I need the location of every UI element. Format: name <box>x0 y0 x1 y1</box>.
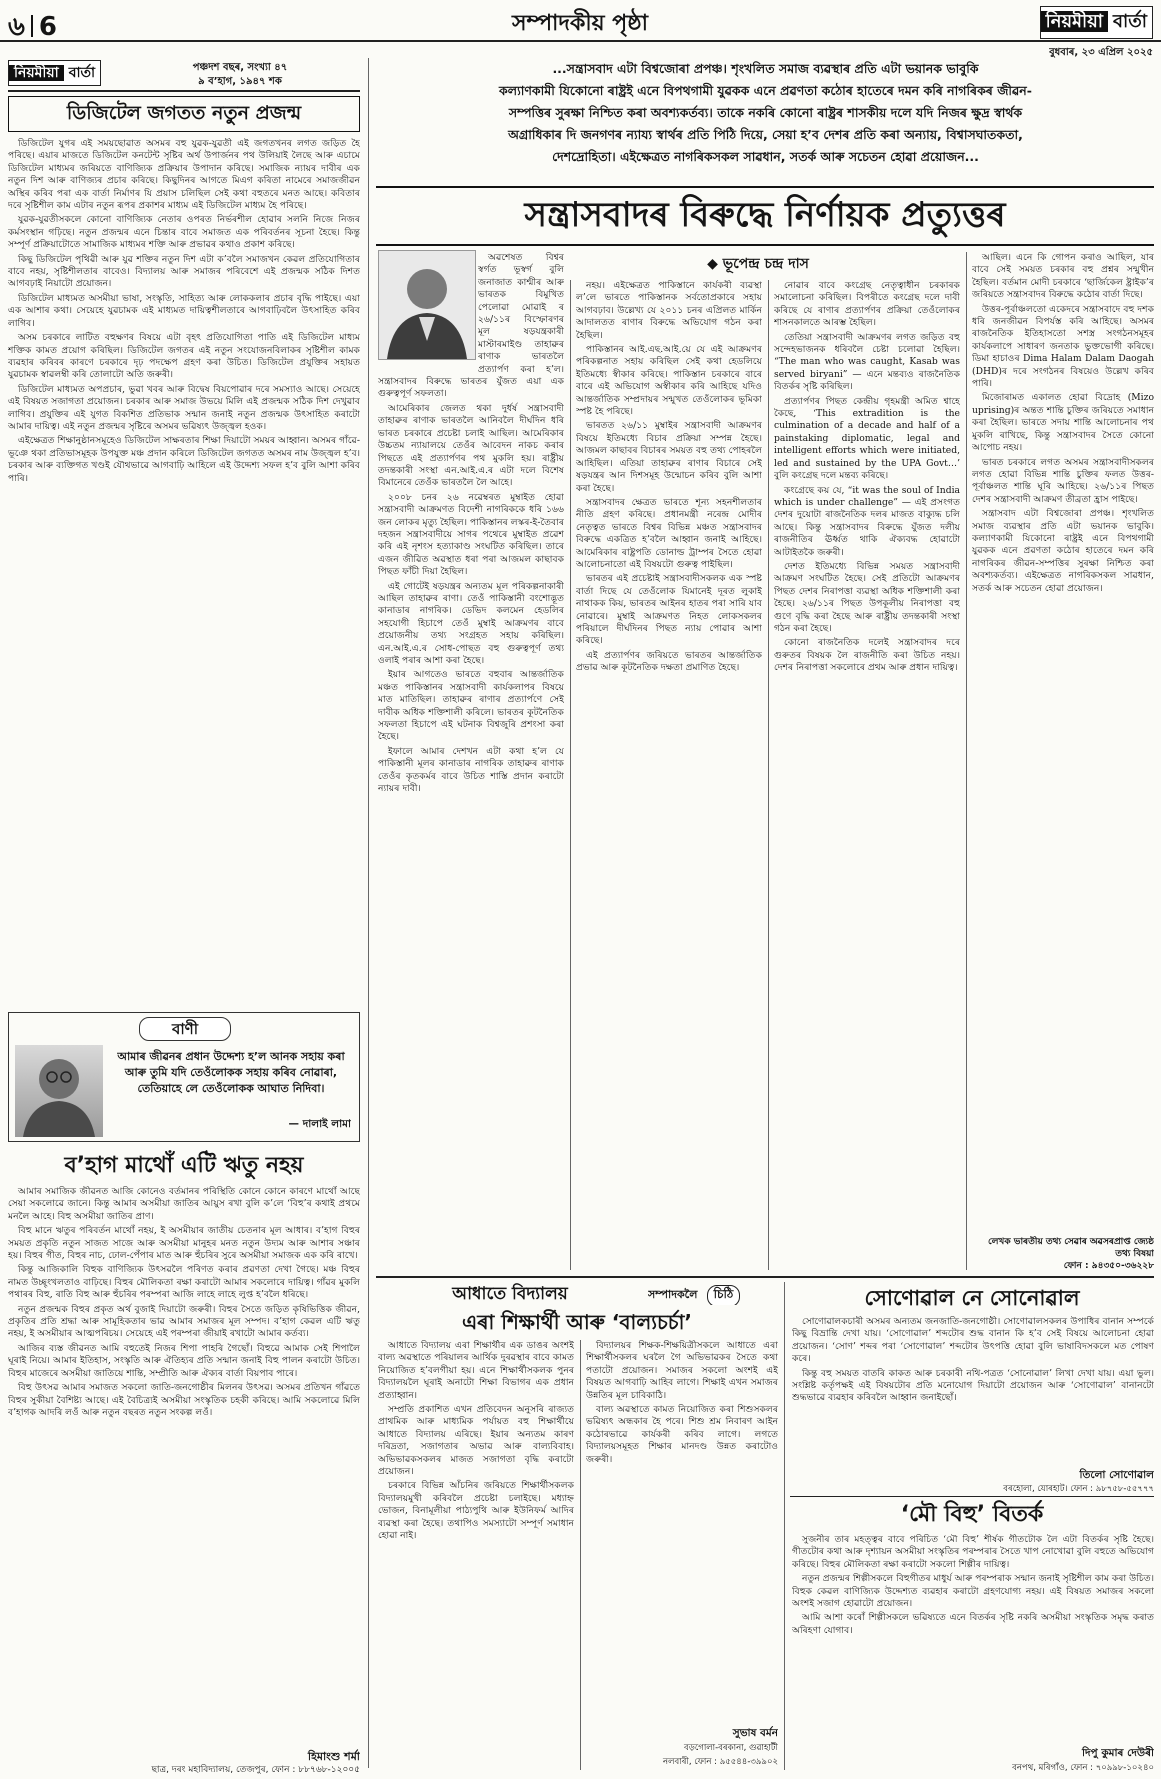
bohag-author-info: ছাত্ৰ, দৰং মহাবিদ্যালয়, তেজপুৰ, ফোন : ৮৮৭৬৮-১২০০৫ <box>151 1765 360 1775</box>
main-paragraph: অৱশেষত বিশ্বৰ স্বৰ্গত ভূস্বৰ্গ বুলি জনাজাত কাশ্মীৰ আৰু ভাৰতক বিমুখিত পেলোৱা মোৱাই ৰ ২৬/১১ৰ বিস্ফোৰণৰ মূল ষড়যন্ত্ৰকাৰী মাস্টাৰমাইণ্ড তাহাৱুৰ ৰাণাক ভাৰতলৈ প্ৰত্যাৰ্পণ কৰা হ’ল। সন্ত্ৰাসবাদৰ বিৰুদ্ধে ভাৰতৰ যুঁজত এয়া এক গুৰুত্বপূৰ্ণ সফলতা। <box>378 252 564 400</box>
letter2-title: সোণোৱাল নে সোনোৱাল <box>864 1286 1080 1310</box>
editorial-paragraph: অসম চৰকাৰে লাটিত বহুক্ষণৰ বিষয়ে এটা বৃহৎ প্ৰতিযোগিতা পাতি এই ডিজিটেল মাধ্যম শক্তিক কামত প্ৰয়োগ কৰিছিল। ডিজিটেল জগতৰ এই নতুন সংযোজনবিলাকৰ সৃষ্টিশীল কামক ব্যৱহাৰ কৰিবৰ কাৰণে চৰকাৰে দৃঢ় পদক্ষেপ গ্ৰহণ কৰা উচিত। ডিজিটেল প্ৰযুক্তিৰ সহায়ত যুৱচামক স্বাৱলম্বী কৰি তোলাটো অতি জৰুৰী। <box>8 332 360 381</box>
main-paragraph: কংগ্ৰেছে কয় যে, “it was the soul of India which is under challenge” — এই প্ৰসংগত দেশৰ দুয়োটা ৰাজনৈতিক দলৰ মাজত বাক্যুদ্ধ চলি আছে। কিন্তু সন্ত্ৰাসবাদৰ বিৰুদ্ধে যুঁজত দলীয় ৰাজনীতিৰ ঊৰ্ধ্বত থাকি ঐক্যবদ্ধ হোৱাটো আটাইতকৈ জৰুৰী। <box>774 484 960 558</box>
bohag-body <box>8 1186 360 1746</box>
main-paragraph: আমেৰিকাৰ জেলত থকা দুৰ্ধৰ্ষ সন্ত্ৰাসবাদী তাহাৱুৰ ৰাণাক ভাৰতলৈ আনিবলৈ দীৰ্ঘদিন ধৰি ভাৰত চৰকাৰে প্ৰচেষ্টা চলাই আছিল। আমেৰিকাৰ উচ্চতম ন্যায়ালয়ে তেওঁৰ আবেদন নাকচ কৰাৰ পিছতে এই প্ৰত্যাৰ্পণৰ পথ মুকলি হয়। ৰাষ্ট্ৰীয় তদন্তকাৰী সংস্থা এন.আই.এ.ৰ এটা দলে বিশেষ বিমানেৰে তেওঁক ভাৰতলৈ লৈ আহে। <box>378 402 564 489</box>
main-headline <box>376 186 1154 246</box>
vani-quote: আমাৰ জীৱনৰ প্ৰধান উদ্দেশ্য হ’ল আনক সহায় কৰা আৰু তুমি যদি তেওঁলোকক সহায় কৰিব নোৱাৰা, তেতিয়াহে লে তেওঁলোকক আঘাত নিদিবা। <box>117 1050 345 1095</box>
vani-box <box>8 1012 360 1142</box>
main-col-divider <box>570 280 571 1270</box>
bohag-paragraph: আমাৰ সমাজিক জীৱনত আজি কোনেও বৰ্তমানৰ পৰিস্থিতি কোনে কোনে কাৰণে মাথোঁ আছে সেয়া সকলোৱে জানে। কিন্তু আমাৰ অসমীয়া জাতিৰ আয়ুস ৰখা বুলি ক’লে ‘বিহু’ৰ কথাই প্ৰথমে মনলৈ আহে। বিহু অসমীয়া জাতিৰ প্ৰাণ। <box>8 1186 360 1222</box>
editorial-paragraph: ডিজিটেল মাধ্যমত অপপ্ৰচাৰ, ভুৱা খবৰ আৰু বিদ্বেষ বিয়পোৱাৰ দৰে সমস্যাও আছে। সেয়েহে এই বিষয়ত সজাগতা প্ৰয়োজন। চৰকাৰ আৰু সমাজ উভয়ে মিলি এই প্ৰজন্মক সঠিক দিশ দেখুৱাব লাগিব। প্ৰযুক্তিৰ এই যুগত বিকশিত প্ৰতিভাক সন্মান জনাই নতুন প্ৰজন্মক উৎসাহিত কৰাটো আমাৰ দায়িত্ব। এই নতুন প্ৰজন্মৰ সৃষ্টিৰে অসমৰ ভৱিষ্যৎ উজ্জ্বল হওক। <box>8 383 360 432</box>
letter1-author-info: বড়গোলা-বৰকানা, গুৱাহাটী <box>684 1743 778 1753</box>
main-paragraph: সন্ত্ৰাসবাদৰ ক্ষেত্ৰত ভাৰতে শূন্য সহনশীলতাৰ নীতি গ্ৰহণ কৰিছে। প্ৰধানমন্ত্ৰী নৰেন্দ্ৰ মোদীৰ নেতৃত্বত ভাৰতে বিশ্বৰ বিভিন্ন মঞ্চত সন্ত্ৰাসবাদৰ বিৰুদ্ধে একত্ৰিত হ’বলৈ আহ্বান জনাই আহিছে। আমেৰিকাৰ ৰাষ্ট্ৰপতি ডোনাল্ড ট্ৰাম্পৰ সৈতে হোৱা আলোচনাতো এই বিষয়টো গুৰুত্ব পাইছিল। <box>576 496 762 570</box>
letter2-author: তিলো সোণোৱাল <box>1079 1469 1154 1481</box>
main-paragraph: ভাৰতৰ এই প্ৰচেষ্টাই সন্ত্ৰাসবাদীসকলক এক স্পষ্ট বাৰ্তা দিছে যে তেওঁলোক যিমানেই দূৰত লুকাই নাথাকক কিয়, ভাৰতৰ আইনৰ হাতৰ পৰা সাৰি যাব নোৱাৰে। মুম্বাই আক্ৰমণত নিহত লোকসকলৰ পৰিয়ালে দীৰ্ঘদিনৰ পিছত ন্যায় পোৱাৰ আশা কৰিছে। <box>576 573 762 647</box>
bohag-paragraph: বিহু উৎসৱ আমাৰ সমাজত সকলো জাতি-জনগোষ্ঠীৰ মিলনৰ উৎসৱ। অসমৰ প্ৰতিখন গাঁৱতে বিহুৰ সুকীয়া বৈশিষ্ট্য আছে। এই বৈচিত্ৰ্যই অসমীয়া সংস্কৃতিক চহকী কৰিছে। আমি সকলোৱে মিলি ব’হাগক আদৰি লওঁ আৰু নতুন বছৰত নতুন সংকল্প লওঁ। <box>8 1382 360 1418</box>
letter1-author: সুভাষ বৰ্মন <box>732 1727 778 1739</box>
masthead-logo-right: বাৰ্তা <box>68 65 96 81</box>
letter3-paragraph: নতুন প্ৰজন্মৰ শিল্পীসকলে বিহুগীতৰ মাধুৰ্য আৰু পৰম্পৰাক সন্মান জনাই সৃষ্টিশীল কাম কৰা উচিত। বিহুক কেৱল বাণিজ্যিক উদ্দেশ্যত ব্যৱহাৰ কৰাটো গ্ৰহণযোগ্য নহয়। এই বিষয়ত সমাজৰ সকলো অংশই সজাগ হোৱাটো প্ৰয়োজন। <box>792 1573 1154 1610</box>
main-paragraph: এই গোটেই ষড়যন্ত্ৰৰ অন্যতম মূল পৰিকল্পনাকাৰী আছিল তাহাৱুৰ ৰাণা। তেওঁ পাকিস্তানী বংশোদ্ভূত কানাডাৰ নাগৰিক। ডেভিদ কলমেন হেডলিৰ সহযোগী হিচাপে তেওঁ মুম্বাই আক্ৰমণৰ বাবে প্ৰয়োজনীয় তথ্য সংগ্ৰহত সহায় কৰিছিল। এন.আই.এ.ৰ সোধ-পোছত বহু গুৰুত্বপূৰ্ণ তথ্য ওলাই পৰাৰ আশা কৰা হৈছে। <box>378 580 564 666</box>
letter3-author-info: বনপথ, মৰিগাঁও, ফোন : ৭০৯৯৮-১০২৪০ <box>1012 1763 1154 1773</box>
main-col-3 <box>774 280 960 1270</box>
main-byline <box>578 252 938 276</box>
author-note: লেখক ভাৰতীয় তথ্য সেৱাৰ অৱসৰপ্ৰাপ্ত জ্যেষ্ঠ তথ্য বিষয়া <box>988 1237 1154 1259</box>
letter1-paragraph: চৰকাৰে বিভিন্ন আঁচনিৰ জৰিয়তে শিক্ষাৰ্থীসকলক বিদ্যালয়মুখী কৰিবলৈ প্ৰচেষ্টা চলাইছে। মধ্যাহ্ন ভোজন, বিনামূলীয়া পাঠ্যপুথি আৰু ইউনিফৰ্ম আদিৰ ব্যৱস্থা কৰা হৈছে। তথাপিও সমস্যাটো সম্পূৰ্ণ সমাধান হোৱা নাই। <box>378 1480 574 1542</box>
bohag-author: হিমাংশু শৰ্মা <box>307 1750 360 1763</box>
letter3-author: দিপু কুমাৰ দেউৰী <box>1082 1747 1154 1759</box>
main-col-4 <box>972 252 1154 1232</box>
vani-author: — দালাই লামা <box>288 1118 351 1130</box>
column-divider <box>368 58 369 1768</box>
main-paragraph: নহয়। এইক্ষেত্ৰত পাকিস্তানে কাৰ্যকৰী ব্যৱস্থা ল’লে ভাৰতে পাকিস্তানক সৰ্বতোপ্ৰকাৰে সহায় আগবঢ়াব। উল্লেখ্য যে ২০১১ চনৰ এপ্ৰিলত মাৰ্কিন আদালতত ৰাণাৰ বিৰুদ্ধে অভিযোগ গঠন কৰা হৈছিল। <box>576 280 762 341</box>
dalai-lama-portrait <box>15 1045 103 1137</box>
letter1-paragraph: বাল্য অৱস্থাতে কামত নিয়োজিত কৰা শিশুসকলৰ ভৱিষ্যৎ অন্ধকাৰ হৈ পৰে। শিশু শ্ৰম নিবাৰণ আইন কঠোৰভাৱে কাৰ্যকৰী কৰিব লাগে। লগতে বিদ্যালয়সমূহত শিক্ষাৰ মানদণ্ড উন্নত কৰাটোও জৰুৰী। <box>586 1404 778 1465</box>
letter1-paragraph: সম্প্ৰতি প্ৰকাশিত এখন প্ৰতিবেদন অনুসৰি ৰাজ্যত প্ৰাথমিক আৰু মাধ্যমিক পৰ্যায়ত বহু শিক্ষাৰ্থীয়ে আধাতে বিদ্যালয় এৰিছে। ইয়াৰ অন্যতম কাৰণ দৰিদ্ৰতা, সজাগতাৰ অভাৱ আৰু বাল্যবিবাহ। অভিভাৱকসকলৰ মাজত সজাগতা বৃদ্ধি কৰাটো প্ৰয়োজন। <box>378 1404 574 1478</box>
section-title: সম্পাদকীয় পৃষ্ঠা <box>512 11 648 36</box>
bohag-paragraph: বিহু মানে ঋতুৰ পৰিবৰ্তন মাথোঁ নহয়, ই অসমীয়াৰ জাতীয় চেতনাৰ মূল আধাৰ। ব’হাগ বিহুৰ সময়ত প্ৰকৃতি নতুন সাজত সাজে আৰু অসমীয়া মানুহৰ মনত নতুন উদ্যম আৰু আশাৰ সঞ্চাৰ হয়। বিহুৰ গীত, বিহুৰ নাচ, ঢোল-পেঁপাৰ মাত আৰু হুঁচৰিৰ সুৰে অসমীয়া সমাজক এক কৰি ৰাখে। <box>8 1225 360 1262</box>
main-col-2 <box>576 280 762 1270</box>
main-paragraph: ২০০৮ চনৰ ২৬ নৱেম্বৰত মুম্বাইত হোৱা সন্ত্ৰাসবাদী আক্ৰমণত বিদেশী নাগৰিককে ধৰি ১৬৬ জন লোকৰ মৃত্যু হৈছিল। পাকিস্তানৰ লস্কৰ-ই-তৈবাৰ দহজন সন্ত্ৰাসবাদীয়ে সাগৰ পথেৰে মুম্বাইত প্ৰৱেশ কৰি এই নৃশংস হত্যাকাণ্ড সংঘটিত কৰিছিল। তাৰে এজন জীৱিত অৱস্থাত ধৰা পৰা আজমল কাছাবক পিছত ফাঁচী দিয়া হৈছিল। <box>378 491 564 578</box>
header-date: বুধবাৰ, ২৩ এপ্ৰিল ২০২৫ <box>1049 47 1153 58</box>
vani-title: বাণী <box>139 1017 231 1041</box>
letters-rule <box>376 1276 1154 1278</box>
letter2-body <box>792 1316 1154 1462</box>
quote-line-3: সম্পত্তিৰ সুৰক্ষা নিশ্চিত কৰা অবশ্যকৰ্তব্য। তাকে নকৰি কোনো ৰাষ্ট্ৰৰ শাসকীয় দলে যদি নিজৰ ক্ষুদ্ৰ স্বাৰ্থক <box>508 105 1023 120</box>
masthead-logo-left: নিয়মীয়া <box>9 65 64 81</box>
logo-part-left: নিয়মীয়া <box>1041 11 1108 32</box>
bohag-paragraph: নতুন প্ৰজন্মক বিহুৰ প্ৰকৃত অৰ্থ বুজাই দিয়াটো জৰুৰী। বিহুৰ সৈতে জড়িত কৃষিভিত্তিক জীৱন, প্ৰকৃতিৰ প্ৰতি শ্ৰদ্ধা আৰু সামূহিকতাৰ ভাৱ আমাৰ সমাজৰ মূল সম্পদ। ব’হাগ কেৱল এটি ঋতু নহয়, ই অসমীয়াৰ আত্মপৰিচয়। সেয়েহে এই পৰম্পৰা জীয়াই ৰখাটো আমাৰ কৰ্তব্য। <box>8 1303 360 1340</box>
letter1-title-1: আধাতে বিদ্যালয় <box>452 1284 568 1304</box>
letter3-paragraph: আমি আশা কৰোঁ শিল্পীসকলে ভৱিষ্যতে এনে বিতৰ্কৰ সৃষ্টি নকৰি অসমীয়া সংস্কৃতিক সমৃদ্ধ কৰাত অৰিহণা যোগাব। <box>792 1612 1154 1636</box>
letter3-body <box>792 1534 1154 1742</box>
editorial-paragraph: ডিজিটেল মাধ্যমত অসমীয়া ভাষা, সংস্কৃতি, সাহিত্য আৰু লোককলাৰ প্ৰচাৰ বৃদ্ধি পাইছে। এয়া এক আশাৰ কথা। সেয়েহে যুৱচামক এই মাধ্যমত দায়িত্বশীলতাৰে আগবাঢ়িবলৈ উৎসাহিত কৰিব লাগিব। <box>8 292 360 329</box>
page-number-en: 6 <box>38 12 57 40</box>
main-paragraph: এই প্ৰত্যাৰ্পণৰ জৰিয়তে ভাৰতৰ আন্তৰ্জাতিক প্ৰভাৱ আৰু কূটনৈতিক দক্ষতা প্ৰমাণিত হৈছে। <box>576 649 762 674</box>
letter2-author-info: বৰহোলা, যোৰহাট। ফোন : ৯৮৭৫৮-৫৫৭৭৭ <box>1003 1484 1154 1494</box>
header-rule <box>0 40 1161 42</box>
letter-col-divider <box>580 1340 581 1770</box>
letter2-rule <box>790 1496 1154 1497</box>
quote-box <box>378 58 1153 178</box>
quote-line-2: কল্যাণকামী যিকোনো ৰাষ্ট্ৰই এনে বিপথগামী যুৱকক এনে প্ৰৱণতা কঠোৰ হাতেৰে দমন কৰি নাগৰিকৰ জীৱন- <box>499 83 1032 98</box>
letter3-title: ‘মৌ বিহু’ বিতৰ্ক <box>900 1502 1044 1527</box>
main-col-divider <box>966 252 967 1270</box>
main-paragraph: নোৱাৰ বাবে কংগ্ৰেছ নেতৃত্বাধীন চৰকাৰক সমালোচনা কৰিছিল। বিপৰীতে কংগ্ৰেছ দলে দাবী কৰিছে যে ৰাণাৰ প্ৰত্যাৰ্পণৰ প্ৰক্ৰিয়া তেওঁলোকৰ শাসনকালতে আৰম্ভ হৈছিল। <box>774 280 960 329</box>
main-paragraph: আছিল। এনে কি গোপন কৰাও আছিল, যাৰ বাবে সেই সময়ত চৰকাৰ বহু প্ৰশ্নৰ সন্মুখীন হৈছিল। বৰ্তমান মোদী চৰকাৰে ‘ছাৰ্জিকেল ষ্ট্ৰাইক’ৰ জৰিয়তে সন্ত্ৰাসবাদৰ বিৰুদ্ধে কঠোৰ বাৰ্তা দিছে। <box>972 252 1154 301</box>
page-number <box>8 6 57 40</box>
main-headline-text: সন্ত্ৰাসবাদৰ বিৰুদ্ধে নিৰ্ণায়ক প্ৰত্যুত্তৰ <box>524 195 1006 235</box>
page-number-as: ৬ <box>8 12 25 40</box>
main-paragraph: কোনো ৰাজনৈতিক দলেই সন্ত্ৰাসবাদৰ দৰে গুৰুতৰ বিষয়ক লৈ ৰাজনীতি কৰা উচিত নহয়। দেশৰ নিৰাপত্তা সকলোৰে প্ৰথম আৰু প্ৰধান দায়িত্ব। <box>774 637 960 674</box>
masthead-date: ৯ ব’হাগ, ১৯৪৭ শক <box>198 76 282 87</box>
quote-line-4: অগ্ৰাধিকাৰ দি জনগণৰ ন্যায্য স্বাৰ্থৰ প্ৰতি পিঠি দিয়ে, সেয়া হ’ব দেশৰ প্ৰতি কৰা অন্যায়, বিশ্বাসঘাতকতা, <box>508 127 1023 142</box>
letter2-paragraph: সোণোৱালকচাৰী অসমৰ অন্যতম জনজাতি-জনগোষ্ঠী। সোণোৱালসকলৰ উপাধিৰ বানান সম্পৰ্কে কিছু বিভ্ৰান্তি দেখা যায়। ‘সোণোৱাল’ শব্দটোৰ শুদ্ধ বানান কি হ’ব সেই বিষয়ে আলোচনা হোৱা প্ৰয়োজন। ‘সোণ’ শব্দৰ পৰা ‘সোণোৱাল’ শব্দটোৰ উৎপত্তি হোৱা বুলি ভাষাবিদসকলে মত পোষণ কৰে। <box>792 1316 1154 1365</box>
main-paragraph: সন্ত্ৰাসবাদ এটা বিশ্বজোৰা প্ৰপঞ্চ। শৃংখলিত সমাজ ব্যৱস্থাৰ প্ৰতি এটা ভয়ানক ভাবুকি। কল্যাণকামী যিকোনো ৰাষ্ট্ৰই এনে বিপথগামী যুৱকক এনে প্ৰৱণতা কঠোৰ হাতেৰে দমন কৰি নাগৰিকৰ জীৱন-সম্পত্তিৰ সুৰক্ষা নিশ্চিত কৰা অবশ্যকৰ্তব্য। এইক্ষেত্ৰত নাগৰিকসকল সাৱধান, সতৰ্ক আৰু সচেতন হোৱা প্ৰয়োজন। <box>972 508 1154 594</box>
main-paragraph: ভাৰত চৰকাৰে লগত অসমৰ সন্ত্ৰাসবাদীসকলৰ লগত হোৱা বিভিন্ন শান্তি চুক্তিৰ ফলত উত্তৰ-পূৰ্বাঞ্চলত শান্তি ঘূৰি আহিছে। ২৬/১১ৰ পিছত দেশৰ সন্ত্ৰাসবাদী আক্ৰমণ তীব্ৰতা হ্ৰাস পাইছে। <box>972 456 1154 505</box>
page-header <box>0 0 1161 40</box>
header-logo <box>1040 6 1153 39</box>
editorial-title <box>8 96 360 132</box>
bohag-title: ব’হাগ মাথোঁ এটি ঋতু নহয় <box>64 1153 304 1178</box>
main-paragraph: ভাৰতত ২৬/১১ মুম্বাইৰ সন্ত্ৰাসবাদী আক্ৰমণৰ বিষয়ে ইতিমধ্যে বিচাৰ প্ৰক্ৰিয়া সম্পন্ন হৈছে। আজমল কাছাবৰ বিচাৰৰ সময়ত বহু তথ্য পোহৰলৈ আহিছিল। এতিয়া তাহাৱুৰ ৰাণাৰ বিচাৰে সেই ষড়যন্ত্ৰৰ আন দিশসমূহ উন্মোচন কৰিব বুলি আশা কৰা হৈছে। <box>576 420 762 494</box>
letter1-paragraph: আধাতে বিদ্যালয় এৰা শিক্ষাৰ্থীৰ এক ডাঙৰ অংশই বাল্য অৱস্থাতে পৰিয়ালৰ আৰ্থিক দুৰৱস্থাৰ বাবে কামত নিয়োজিত হ’বলগীয়া হয়। এনে শিক্ষাৰ্থীসকলক পুনৰ বিদ্যালয়লৈ ঘূৰাই অনাটো শিক্ষা বিভাগৰ এক প্ৰধান প্ৰত্যাহ্বান। <box>378 1340 574 1401</box>
main-paragraph: মিজোৰামত একালত হোৱা বিদ্ৰোহ (Mizo uprising)ৰ অন্তত শান্তি চুক্তিৰ জৰিয়তে সমাধান কৰা হৈছিল। ভাৰতে সদায় শান্তি আলোচনাৰ পথ মুকলি ৰাখিছে, কিন্তু সন্ত্ৰাসবাদৰ সৈতে কোনো আপোচ নহয়। <box>972 392 1154 454</box>
letter1-body-b <box>586 1340 778 1720</box>
editorial-title-text: ডিজিটেল জগতত নতুন প্ৰজন্ম <box>66 102 302 124</box>
main-paragraph: উত্তৰ-পূৰ্বাঞ্চলতো একেদৰে সন্ত্ৰাসবাদে বহু দশক ধৰি জনজীৱন বিপৰ্যস্ত কৰি আহিছে। অসমৰ ৰাজনৈতিক ইতিহাসতো সশস্ত্ৰ সংগঠনসমূহৰ কাৰ্যকলাপে সাধাৰণ জনতাক ভুক্তভোগী কৰিছে। ডিমা হাচাওৰ Dima Halam Dalam Daogah (DHD)ৰ দৰে সংগঠনৰ বিষয়েও উল্লেখ কৰিব পাৰি। <box>972 303 1154 390</box>
editorial-paragraph: এইক্ষেত্ৰত শিক্ষানুষ্ঠানসমূহেও ডিজিটেল সাক্ষৰতাৰ শিক্ষা দিয়াটো সময়ৰ আহ্বান। অসমৰ গাঁৱে-ভূঞে থকা প্ৰতিভাসমূহক উপযুক্ত মঞ্চ প্ৰদান কৰিলে ডিজিটেল জগতত অসমৰ নাম উজ্জ্বল হ’ব। চৰকাৰ আৰু ব্যক্তিগত খণ্ডই যৌথভাৱে আগবাঢ়ি আহিলে এই উদ্দেশ্য সফল হ’ব বুলি আশা কৰিব পাৰি। <box>8 435 360 484</box>
masthead-logo <box>8 60 101 86</box>
letter-col-divider <box>784 1282 785 1770</box>
editorial-paragraph: ডিজিটেল যুগৰ এই সময়ছোৱাত অসমৰ বহু যুৱক-যুৱতী এই জগতখনৰ লগত জড়িত হৈ পৰিছে। এয়াৰ মাজতে ডিজিটেল কনটেন্ট সৃষ্টিৰ অৰ্থ উপাৰ্জনৰ পথ উলিয়াই লৈছে আৰু এচামে ডিজিটেল মাধ্যমৰ জৰিয়তে বাণিজ্যিক প্ৰক্ৰিয়াৰ উপাদান কৰিছে। সমাজিক ন্যায়ৰ দাবীৰ এক নতুন দিশ আৰু বাণিজ্যৰ প্ৰচাৰ কৰিছে। কিছুদিনৰ আগতে মিএগ কৰিতা নামেৰে সমাজজীৱন অস্থিৰ কৰিব পৰা এক বাৰ্তা নিৰ্মাণৰ যি প্ৰয়াস চলিছিল সেই কথা বহুতৰে মনত আছে। কবিতাৰ দৰে সৃষ্টিশীল কাম এটাৰ নতুন ৰূপৰ প্ৰকাশৰ মাধ্যম এই ডিজিটেল মাধ্যম হৈ পৰিছে। <box>8 138 360 212</box>
letters-header: সম্পাদকলৈ <box>648 1288 698 1301</box>
main-paragraph: দেশত ইতিমধ্যে বিভিন্ন সময়ত সন্ত্ৰাসবাদী আক্ৰমণ সংঘটিত হৈছে। সেই প্ৰতিটো আক্ৰমণৰ পিছত দেশৰ নিৰাপত্তা ব্যৱস্থা অধিক শক্তিশালী কৰা হৈছে। ২৬/১১ৰ পিছত উপকূলীয় নিৰাপত্তা বহু গুণে বৃদ্ধি কৰা হৈছে আৰু ৰাষ্ট্ৰীয় তদন্তকাৰী সংস্থা গঠন কৰা হৈছে। <box>774 560 960 634</box>
bohag-paragraph: আজিৰ ব্যস্ত জীৱনত আমি বহুতেই নিজৰ শিপা পাহৰি গৈছোঁ। বিহুৱে আমাক সেই শিপালৈ ঘূৰাই নিয়ে। আমাৰ ইতিহাস, সংস্কৃতি আৰু ঐতিহ্যৰ প্ৰতি সন্মান জনাই বিহু পালন কৰাটো উচিত। বিহুৰ মাজেৰে অসমীয়া জাতিয়ে শান্তি, সম্প্ৰীতি আৰু ঐক্যৰ বাৰ্তা বিয়পাব পাৰে। <box>8 1342 360 1379</box>
letter1-paragraph: বিদ্যালয়ৰ শিক্ষক-শিক্ষয়িত্ৰীসকলে আধাতে এৰা শিক্ষাৰ্থীসকলৰ ঘৰলৈ গৈ অভিভাৱকৰ সৈতে কথা পতাটো প্ৰয়োজন। সমাজৰ সকলো অংশই এই বিষয়ত আগবাঢ়ি আহিব লাগে। শিক্ষাই এখন সমাজৰ উন্নতিৰ মূল চাবিকাঠি। <box>586 1340 778 1401</box>
letter1-body-a <box>378 1340 574 1748</box>
logo-part-right: বাৰ্তা <box>1113 11 1147 32</box>
main-paragraph: ইফালে আমাৰ দেশখন এটা কথা হ’ল যে পাকিস্তানী মূলৰ কানাডাৰ নাগৰিক তাহাৱুৰ ৰাণাক তেওঁৰ কৃতকৰ্মৰ বাবে উচিত শাস্তি প্ৰদান কৰাটো ন্যায়ৰ দাবী। <box>378 745 564 795</box>
masthead-rule <box>8 90 360 92</box>
quote-line-1: ...সন্ত্ৰাসবাদ এটা বিশ্বজোৰা প্ৰপঞ্চ। শৃংখলিত সমাজ ব্যৱস্থাৰ প্ৰতি এটা ভয়ানক ভাবুকি <box>552 61 979 76</box>
main-paragraph: ইয়াৰ আগতেও ভাৰতে বহুবাৰ আন্তৰ্জাতিক মঞ্চত পাকিস্তানৰ সন্ত্ৰাসবাদী কাৰ্যকলাপৰ বিষয়ে মাত মাতিছিল। তাহাৱুৰ ৰাণাৰ প্ৰত্যাৰ্পণে সেই দাবীক অধিক শক্তিশালী কৰিলে। ভাৰতৰ কূটনৈতিক সফলতা হিচাপে এই ঘটনাক বিশ্বজুৰি প্ৰশংসা কৰা হৈছে। <box>378 669 564 743</box>
main-author: ভূপেন্দ্ৰ চন্দ্ৰ দাস <box>722 256 809 272</box>
letter1-author-info-2: নলবাৰী, ফোন : ৯৫৫৪৪-৩৯৯০২ <box>663 1757 778 1767</box>
byline-icon: ◆ <box>707 256 723 272</box>
quote-line-5: দেশদ্ৰোহিতা। এইক্ষেত্ৰত নাগৰিকসকল সাৱধান, সতৰ্ক আৰু সচেতন হোৱা প্ৰয়োজন... <box>552 149 979 164</box>
author-phone: ফোন : ৯৪৩৫০-৩৬২২৮ <box>1063 1261 1154 1271</box>
main-paragraph: পাকিস্তানৰ আই.এছ.আই.য়ে যে এই আক্ৰমণৰ পৰিকল্পনাত সহায় কৰিছিল সেই কথা হেডলিয়ে ইতিমধ্যে স্বীকাৰ কৰিছে। পাকিস্তান চৰকাৰে বাৰে বাৰে এই অভিযোগ অস্বীকাৰ কৰি আহিছে যদিও আন্তৰ্জাতিক সম্প্ৰদায়ৰ সন্মুখত তেওঁলোকৰ ভূমিকা স্পষ্ট হৈ পৰিছে। <box>576 344 762 418</box>
letters-header-tag: চিঠি <box>707 1285 741 1305</box>
editorial-paragraph: কিছু ডিজিটেল পৃথিৱী আৰু যুৱ শক্তিৰ নতুন দিশ এটা ক’বলৈ সমাজখন কেৱল প্ৰতিযোগিতাৰ বাবে নহয়, সৃষ্টিশীলতাৰ বাবেও। বিদ্যালয় আৰু সমাজৰ পৰিবেশে এই প্ৰজন্মক সঠিক দিশত আগবঢ়াই নিয়াটো প্ৰয়োজন। <box>8 253 360 290</box>
bohag-paragraph: কিন্তু আজিকালি বিহুক বাণিজ্যিক উৎসৱলৈ পৰিণত কৰাৰ প্ৰৱণতা দেখা গৈছে। মঞ্চ বিহুৰ নামত উচ্ছৃংখলতাও বাঢ়িছে। বিহুৰ মৌলিকতা ৰক্ষা কৰাটো আমাৰ সকলোৰে দায়িত্ব। গাঁৱৰ মুকলি পথাৰৰ বিহু, ৰাতি বিহু আৰু হুঁচৰিৰ পৰম্পৰা আজি লাহে লাহে লুপ্ত হ’বলৈ ধৰিছে। <box>8 1264 360 1301</box>
masthead-year: পঞ্চদশ বছৰ, সংখ্যা ৪৭ <box>192 62 288 73</box>
letter2-paragraph: কিন্তু বহু সময়ত বাতৰি কাকত আৰু চৰকাৰী নথি-পত্ৰত ‘সোনোৱাল’ লিখা দেখা যায়। এয়া ভুল। সংশ্লিষ্ট কৰ্তৃপক্ষই এই বিষয়টোৰ প্ৰতি মনোযোগ দিয়াটো প্ৰয়োজন আৰু ‘সোণোৱাল’ বানানটো শুদ্ধভাৱে ব্যৱহাৰ কৰিবলৈ আহ্বান জনাইছোঁ। <box>792 1367 1154 1404</box>
letter1-title-2: এৰা শিক্ষাৰ্থী আৰু ‘বাল্যচৰ্চা’ <box>462 1310 692 1334</box>
main-col-1 <box>378 252 564 1272</box>
editorial-paragraph: যুৱক-যুৱতীসকলে কোনো বাণিজ্যিক নেতাৰ ওপৰত নিৰ্ভৰশীল হোৱাৰ সলনি নিজে নিজৰ কৰ্মসংস্থান গঢ়িছে। নতুন প্ৰজন্মৰ এনে চিন্তাৰ বাবে সমাজত এক পৰিবৰ্তনৰ সূচনা হৈছে। কিন্তু সম্পূৰ্ণ প্ৰক্ৰিয়াটোতে সামাজিক মাধ্যমৰ শক্তি আৰু প্ৰভাৱৰ কথাও প্ৰকাশ কৰিছে। <box>8 214 360 251</box>
main-paragraph: তেতিয়া সন্ত্ৰাসবাদী আক্ৰমণৰ লগত জড়িত বহু সন্দেহভাজনক ধৰিবলৈ চেষ্টা চলোৱা হৈছিল। “The man who was caught, Kasab was served biryani” — এনে মন্তব্যও ৰাজনৈতিক বিতৰ্কৰ সৃষ্টি কৰিছিল। <box>774 331 960 393</box>
editorial-body <box>8 138 360 1008</box>
letters-section-tag <box>648 1283 778 1305</box>
main-col-divider <box>768 280 769 1270</box>
letter3-paragraph: সুজনীৰ তাৰ মহত্ত্বৰ বাবে পৰিচিত ‘মৌ বিহু’ শীৰ্ষক গীতটোক লৈ এটা বিতৰ্কৰ সৃষ্টি হৈছে। গীতটোৰ কথা আৰু দৃশ্যায়ন অসমীয়া সংস্কৃতিৰ পৰম্পৰাৰ সৈতে খাপ নোখোৱা বুলি বহুতে অভিযোগ কৰিছে। বিহুৰ মৌলিকতা ৰক্ষা কৰাটো সকলো শিল্পীৰ দায়িত্ব। <box>792 1534 1154 1570</box>
main-paragraph: প্ৰত্যাৰ্পণৰ পিছত কেন্দ্ৰীয় গৃহমন্ত্ৰী অমিত শ্বাহে কৈছে, ‘This extradition is the culmination of a decade and half of a painstaking diplomatic, legal and intelligent efforts which were initiated, led and sustained by the UPA Govt…’ বুলি কংগ্ৰেছ দলে মন্তব্য কৰিছে। <box>774 395 960 482</box>
